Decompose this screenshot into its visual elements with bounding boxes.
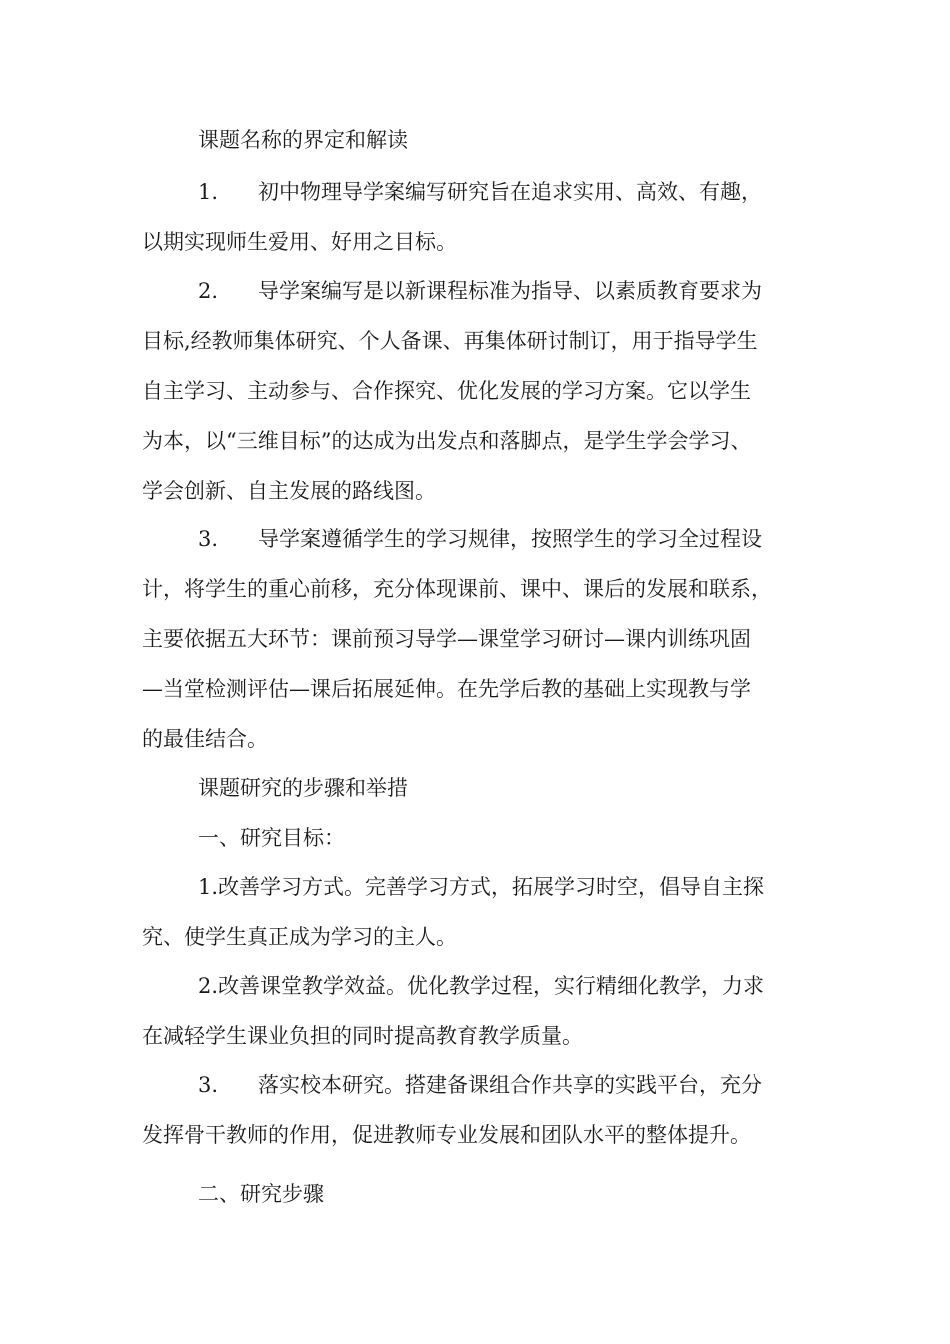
goal-1-line-2: 究、使学生真正成为学习的主人。 bbox=[142, 925, 457, 949]
section-2-title: 二、研究步骤 bbox=[198, 1182, 324, 1206]
goal-3-text: 落实校本研究。搭建备课组合作共享的实践平台，充分 bbox=[258, 1073, 762, 1097]
heading-definition: 课题名称的界定和解读 bbox=[198, 128, 408, 152]
section-1-title: 一、研究目标： bbox=[198, 826, 345, 850]
item-1-text: 初中物理导学案编写研究旨在追求实用、高效、有趣， bbox=[258, 180, 762, 204]
goal-3-line-1 bbox=[0, 1071, 950, 1099]
goal-2-line-2: 在减轻学生课业负担的同时提高教育教学质量。 bbox=[142, 1024, 583, 1048]
item-3-line-3: 主要依据五大环节：课前预习导学—课堂学习研讨—课内训练巩固 bbox=[142, 627, 751, 651]
item-2-line-5: 学会创新、自主发展的路线图。 bbox=[142, 479, 436, 503]
item-2-number: 2. bbox=[198, 279, 219, 303]
item-1-line-1 bbox=[0, 178, 950, 206]
item-3-number: 3. bbox=[198, 527, 219, 551]
item-3-line-2: 计，将学生的重心前移，充分体现课前、课中、课后的发展和联系， bbox=[142, 577, 772, 601]
item-2-line-1 bbox=[0, 277, 950, 305]
goal-3-line-2: 发挥骨干教师的作用，促进教师专业发展和团队水平的整体提升。 bbox=[142, 1123, 751, 1147]
goal-3-number: 3. bbox=[198, 1073, 219, 1097]
item-3-line-5: 的最佳结合。 bbox=[142, 727, 268, 751]
item-1-line-2: 以期实现师生爱用、好用之目标。 bbox=[142, 230, 457, 254]
item-2-line-3: 自主学习、主动参与、合作探究、优化发展的学习方案。它以学生 bbox=[142, 379, 751, 403]
goal-1-line-1: 1.改善学习方式。完善学习方式，拓展学习时空，倡导自主探 bbox=[198, 875, 765, 899]
item-3-text: 导学案遵循学生的学习规律，按照学生的学习全过程设 bbox=[258, 527, 762, 551]
item-1-number: 1. bbox=[198, 180, 219, 204]
item-2-line-4: 为本，以“三维目标”的达成为出发点和落脚点，是学生学会学习、 bbox=[142, 429, 752, 453]
heading-steps-measures: 课题研究的步骤和举措 bbox=[198, 776, 408, 800]
item-3-line-1 bbox=[0, 525, 950, 553]
goal-2-line-1: 2.改善课堂教学效益。优化教学过程，实行精细化教学，力求 bbox=[198, 974, 765, 998]
item-2-line-2: 目标,经教师集体研究、个人备课、再集体研讨制订，用于指导学生 bbox=[142, 329, 758, 353]
item-3-line-4: —当堂检测评估—课后拓展延伸。在先学后教的基础上实现教与学 bbox=[142, 677, 751, 701]
item-2-text: 导学案编写是以新课程标准为指导、以素质教育要求为 bbox=[258, 279, 762, 303]
